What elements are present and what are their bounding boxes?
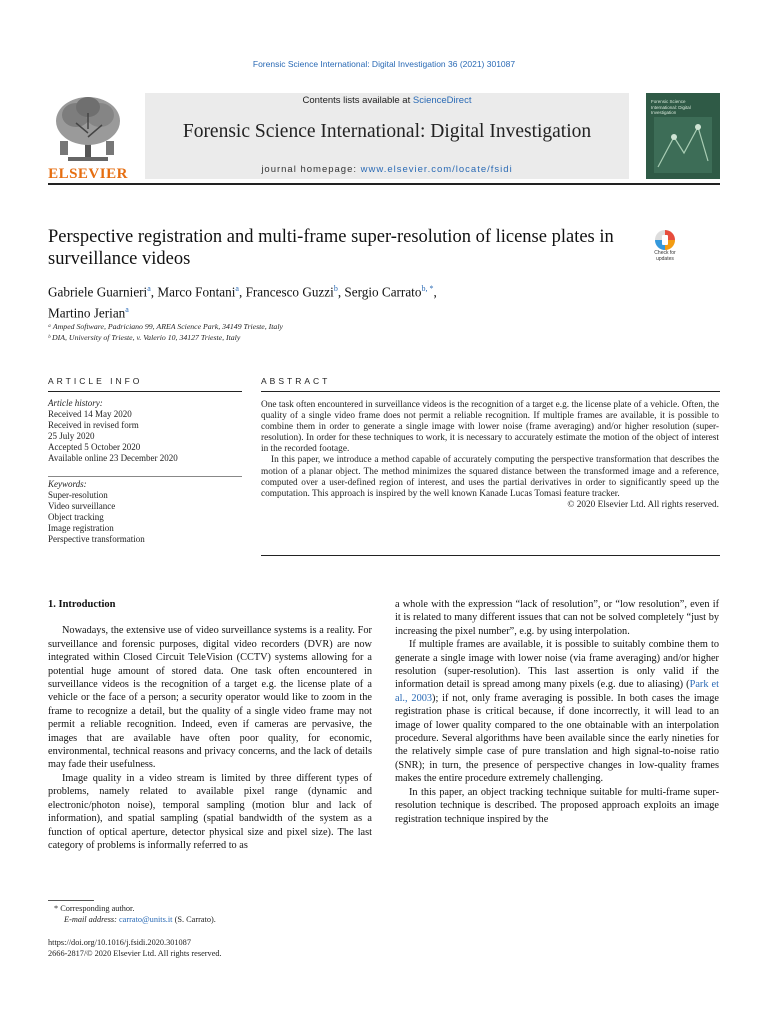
author-affiliation-mark[interactable]: b, * (421, 284, 434, 293)
author-separator: , (150, 284, 158, 300)
homepage-line (145, 164, 629, 175)
author-affiliation-mark[interactable]: b (333, 284, 338, 293)
affiliation-a: ᵃ Amped Software, Padriciano 99, AREA Science Park, 34149 Trieste, Italy (48, 322, 283, 331)
body-text: ); if not, only frame averaging is possible. In both cases the image registration phase is critical because, if done incorrectly, it will lead to an image of lower quality compared to the one obtainable with an interpolation procedure. Several algorithms have been available since the early nineties for the relatively simple case of pure translation and high signal-to-noise ratio (SNR); in turn, the presence of perspective changes in low-quality frames makes the entire procedure extremely challenging. (395, 692, 719, 785)
crossmark-label: Check for updates (654, 250, 676, 262)
article-history (48, 398, 242, 464)
abstract-heading: ABSTRACT (261, 376, 331, 386)
body-paragraph: In this paper, an object tracking technique suitable for multi-frame super-resolution technique is described. The proposed approach exploits an image registration technique inspired by the (395, 786, 719, 825)
doi-link[interactable]: https://doi.org/10.1016/j.fsidi.2020.301087 (48, 938, 191, 947)
keyword: Object tracking (48, 512, 104, 522)
corresponding-author-note: * Corresponding author. (54, 904, 135, 913)
keywords-label: Keywords: (48, 479, 87, 489)
body-paragraph: Nowadays, the extensive use of video surveillance systems is a reality. For surveillance and forensic purposes, digital video recorders (DVR) are now integrated within Closed Circuit TeleVision (CCTV) systems allowing for a potential huge amount of stored data. One task often encountered in surveillance videos is the recognition of a target e.g. the license plate of a vehicle or the face of a person; a security operator would like to zoom in the frame to recognize a detail, but the quality of a single video frame may not permit a reliable recognition. Indeed, even if cameras are pervasive, the images that are available have often poor quality, for economic, environmental, technical reasons and privacy concerns, and the lack of details may fade their usefulness. (48, 625, 372, 771)
history-entry: Received 14 May 2020 (48, 409, 132, 419)
abstract-paragraph: One task often encountered in surveillance videos is the recognition of a target e.g. the license plate of a vehicle. Often, the quality of a single video frame does not permit a reliable recognition. If multiple frames are available, it is possible to combine them in order to generate a single image with lower noise (frame averaging) and/or higher resolution (super-resolution). In order for these techniques to work, it is necessary to accurately estimate the motion of the object of interest in the recorded footage. (261, 400, 719, 455)
email-label: E-mail address: (64, 915, 119, 924)
info-rule (48, 391, 242, 392)
author-name: Gabriele Guarnieri (48, 284, 148, 300)
author-list (48, 280, 648, 323)
body-paragraph: a whole with the expression “lack of resolution”, or “low resolution”, even if it is related to many different issues that can not be solved completely “just by increasing the pixel number”, e.g. by using interpolation. (395, 599, 719, 637)
affiliation-b: ᵇ DIA, University of Trieste, v. Valerio 10, 34127 Trieste, Italy (48, 333, 241, 342)
body-text: If multiple frames are available, it is possible to suitably combine them to generate a single image with lower noise (via frame averaging) and/or higher resolution (super-resolution). This last assertion is only valid if the information detail is spread among many pixels (e.g. due to aliasing) ( (395, 639, 719, 691)
journal-reference[interactable]: Forensic Science International: Digital Investigation 36 (2021) 301087 (252, 59, 516, 69)
email-note (64, 914, 216, 925)
abstract-bottom-rule (261, 555, 720, 556)
sciencedirect-link[interactable]: ScienceDirect (412, 95, 472, 106)
body-right-column (395, 598, 719, 826)
check-for-updates-badge[interactable] (646, 229, 684, 267)
author-separator: , (337, 284, 345, 300)
journal-title: Forensic Science International: Digital Investigation (182, 121, 592, 142)
abstract-rule (261, 391, 720, 392)
author-name: Francesco Guzzi (245, 284, 334, 300)
history-label: Article history: (48, 398, 103, 408)
author-name: Martino Jerian (48, 305, 126, 321)
author-separator: , (433, 284, 437, 300)
history-entry: Received in revised form (48, 420, 139, 430)
keyword: Video surveillance (48, 501, 116, 511)
keyword: Image registration (48, 523, 114, 533)
abstract-paragraph: In this paper, we introduce a method capable of accurately computing the perspective transformation that describes the motion of a planar object. The method minimizes the squared distance between the transformed image and a reference, computed over a user-defined region of interest, and uses the partial derivatives in order to significantly speed up the computation. This approach is inspired by the well known Kanade Lucas Tomasi feature tracker. (261, 455, 719, 499)
keywords (48, 479, 242, 545)
copyright-notice: © 2020 Elsevier Ltd. All rights reserved. (567, 499, 719, 510)
elsevier-tree-logo (48, 93, 128, 181)
email-link[interactable]: carrato@units.it (119, 915, 173, 924)
history-entry: Accepted 5 October 2020 (48, 442, 141, 452)
footnote-rule (48, 900, 94, 901)
author-affiliation-mark[interactable]: a (147, 284, 151, 293)
contents-line (145, 95, 629, 106)
abstract-text (261, 400, 719, 511)
email-suffix: (S. Carrato). (172, 915, 216, 924)
citation-link[interactable]: Park et al., 2003 (395, 679, 719, 704)
homepage-link[interactable]: www.elsevier.com/locate/fsidi (360, 164, 513, 175)
article-info-heading: ARTICLE INFO (48, 376, 143, 386)
cover-graphic-icon (654, 117, 712, 173)
tree-icon (48, 93, 128, 165)
author-separator: , (238, 284, 246, 300)
history-entry: 25 July 2020 (48, 431, 95, 441)
author-name: Sergio Carrato (344, 284, 422, 300)
author-name: Marco Fontani (157, 284, 236, 300)
cover-title: Forensic Science International: Digital Investigation (651, 99, 691, 115)
issn-line: 2666-2817/© 2020 Elsevier Ltd. All rights reserved. (48, 949, 222, 958)
banner-divider (48, 183, 720, 185)
keyword: Super-resolution (48, 490, 108, 500)
history-keywords-divider (48, 476, 242, 477)
journal-masthead (145, 93, 629, 179)
body-left-column (48, 598, 372, 852)
paper-title: Perspective registration and multi-frame super-resolution of license plates in surveillance videos (48, 227, 614, 269)
body-paragraph: Image quality in a video stream is limited by three different types of problems, namely related to available pixel range (dynamic and electronic/photon noise), temporal sampling (motion blur and lack of information), and spatial sampling (spatial bandwidth of the system as a function of optical aperture, detector physical size and pixel size). The last category of problems is informally referred to as (48, 772, 372, 851)
journal-banner (48, 93, 720, 181)
homepage-prefix: journal homepage: (261, 164, 361, 175)
contents-prefix: Contents lists available at (302, 95, 413, 106)
journal-cover-thumbnail[interactable] (646, 93, 720, 179)
author-affiliation-mark[interactable]: a (125, 305, 129, 315)
crossmark-icon (646, 229, 684, 251)
section-heading-introduction: 1. Introduction (48, 599, 116, 610)
publisher-name: ELSEVIER (48, 166, 128, 182)
author-affiliation-mark[interactable]: a (235, 284, 239, 293)
keyword: Perspective transformation (48, 534, 145, 544)
history-entry: Available online 23 December 2020 (48, 453, 178, 463)
body-paragraph (395, 638, 719, 785)
